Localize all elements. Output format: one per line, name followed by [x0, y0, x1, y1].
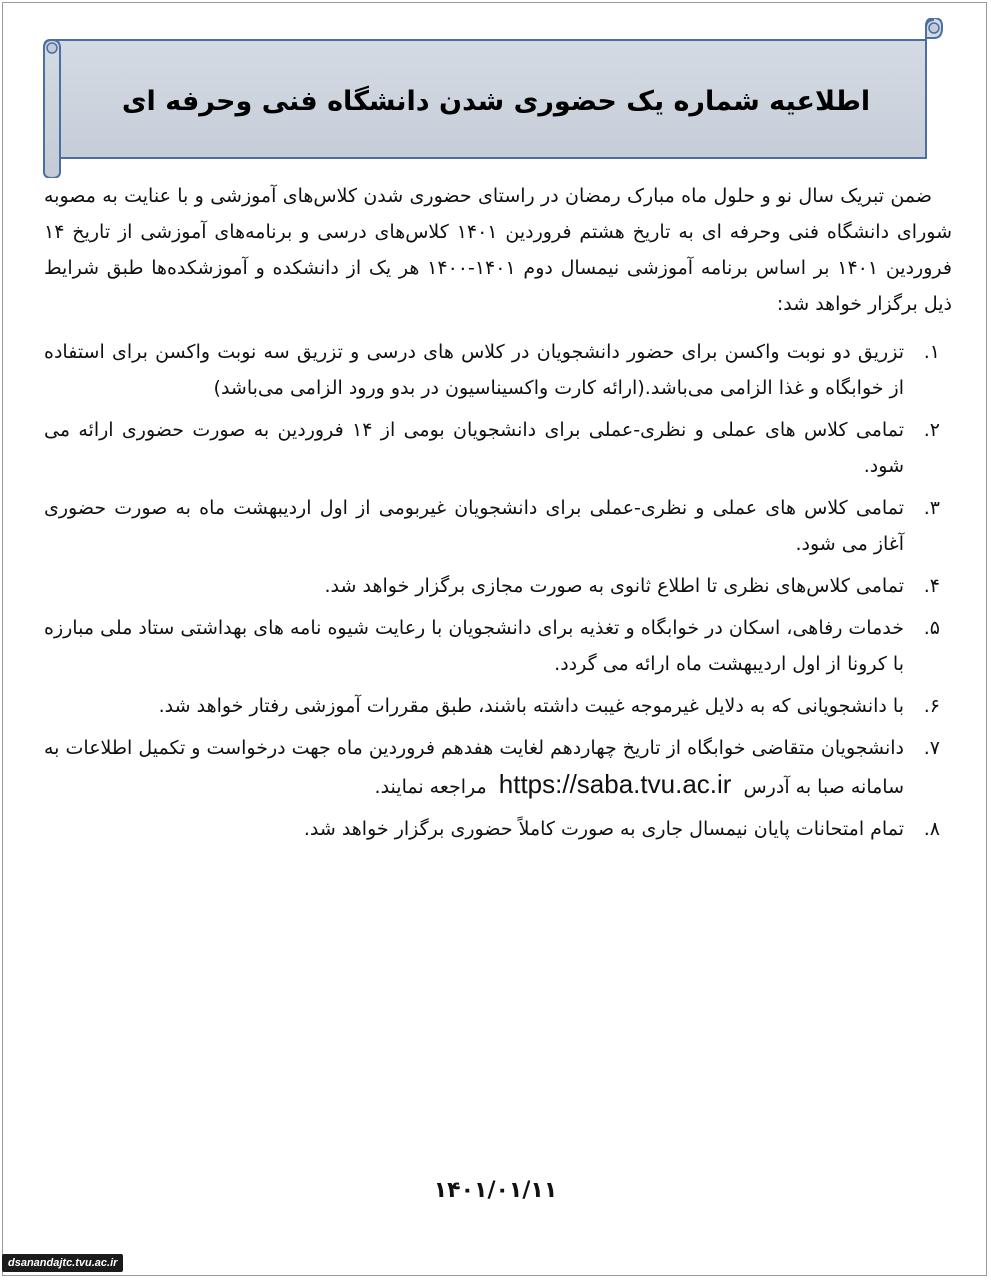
- item-text: تمامی کلاس‌های نظری تا اطلاع ثانوی به صورت مجازی برگزار خواهد شد.: [324, 575, 904, 597]
- list-item: [44, 568, 952, 604]
- list-item: [44, 490, 952, 562]
- saba-link[interactable]: https://saba.tvu.ac.ir: [498, 769, 732, 799]
- item-text-after: مراجعه نمایند.: [374, 776, 487, 798]
- item-number: ۱.: [923, 341, 940, 363]
- item-text: تزریق دو نوبت واکسن برای حضور دانشجویان در کلاس های درسی و تزریق سه نوبت واکسن برای استفاده از خوابگاه و غذا الزامی می‌باشد.(ارائه کارت واکسیناسیون در بدو ورود الزامی می‌باشد): [44, 341, 904, 399]
- page-title: اطلاعیه شماره یک حضوری شدن دانشگاه فنی وحرفه ای: [121, 85, 871, 117]
- list-item: [44, 730, 952, 805]
- item-number: ۸.: [923, 818, 940, 840]
- item-number: ۴.: [923, 575, 940, 597]
- item-number: ۲.: [923, 419, 940, 441]
- intro-paragraph: ضمن تبریک سال نو و حلول ماه مبارک رمضان در راستای حضوری شدن کلاس‌های آموزشی و با عنایت به مصوبه شورای دانشگاه فنی وحرفه ای به تاریخ هشتم فروردین ۱۴۰۱ کلاس‌های درسی و برنامه‌های آموزشی از تاریخ ۱۴ فروردین ۱۴۰۱ بر اساس برنامه آموزشی نیمسال دوم ۱۴۰۱-۱۴۰۰ هر یک از دانشکده و آموزشکده‌ها طبق شرایط ذیل برگزار خواهد شد:: [44, 185, 952, 315]
- item-text: تمامی کلاس های عملی و نظری-عملی برای دانشجویان بومی از ۱۴ فروردین به صورت حضوری ارائه می شود.: [44, 419, 904, 477]
- title-banner: [36, 18, 946, 178]
- conditions-list: [44, 334, 952, 847]
- item-number: ۵.: [923, 617, 940, 639]
- item-text: خدمات رفاهی، اسکان در خوابگاه و تغذیه برای دانشجویان با رعایت شیوه نامه های بهداشتی ستاد ملی مبارزه با کرونا از اول اردیبهشت ماه ارائه می گردد.: [44, 617, 904, 675]
- item-number: ۳.: [923, 497, 940, 519]
- list-item: [44, 811, 952, 847]
- list-item: [44, 334, 952, 406]
- list-item: [44, 412, 952, 484]
- item-text: با دانشجویانی که به دلایل غیرموجه غیبت داشته باشند، طبق مقررات آموزشی رفتار خواهد شد.: [158, 695, 904, 717]
- item-number: ۶.: [923, 695, 940, 717]
- item-text: دانشجویان متقاضی خوابگاه از تاریخ چهاردهم لغایت هفدهم فروردین ماه جهت درخواست و تکمیل اطلاعات به سامانه صبا به آدرس: [44, 737, 904, 798]
- item-text: تمامی کلاس های عملی و نظری-عملی برای دانشجویان غیربومی از اول اردیبهشت ماه به صورت حضوری آغاز می شود.: [44, 497, 904, 555]
- list-item: [44, 610, 952, 682]
- list-item: [44, 688, 952, 724]
- announcement-date: ۱۴۰۱/۰۱/۱۱: [433, 1178, 558, 1203]
- item-number: ۷.: [923, 737, 940, 759]
- item-text: تمام امتحانات پایان نیمسال جاری به صورت کاملاً حضوری برگزار خواهد شد.: [303, 818, 904, 840]
- site-watermark-badge: dsanandajtc.tvu.ac.ir: [2, 1254, 123, 1272]
- announcement-body: [44, 178, 952, 853]
